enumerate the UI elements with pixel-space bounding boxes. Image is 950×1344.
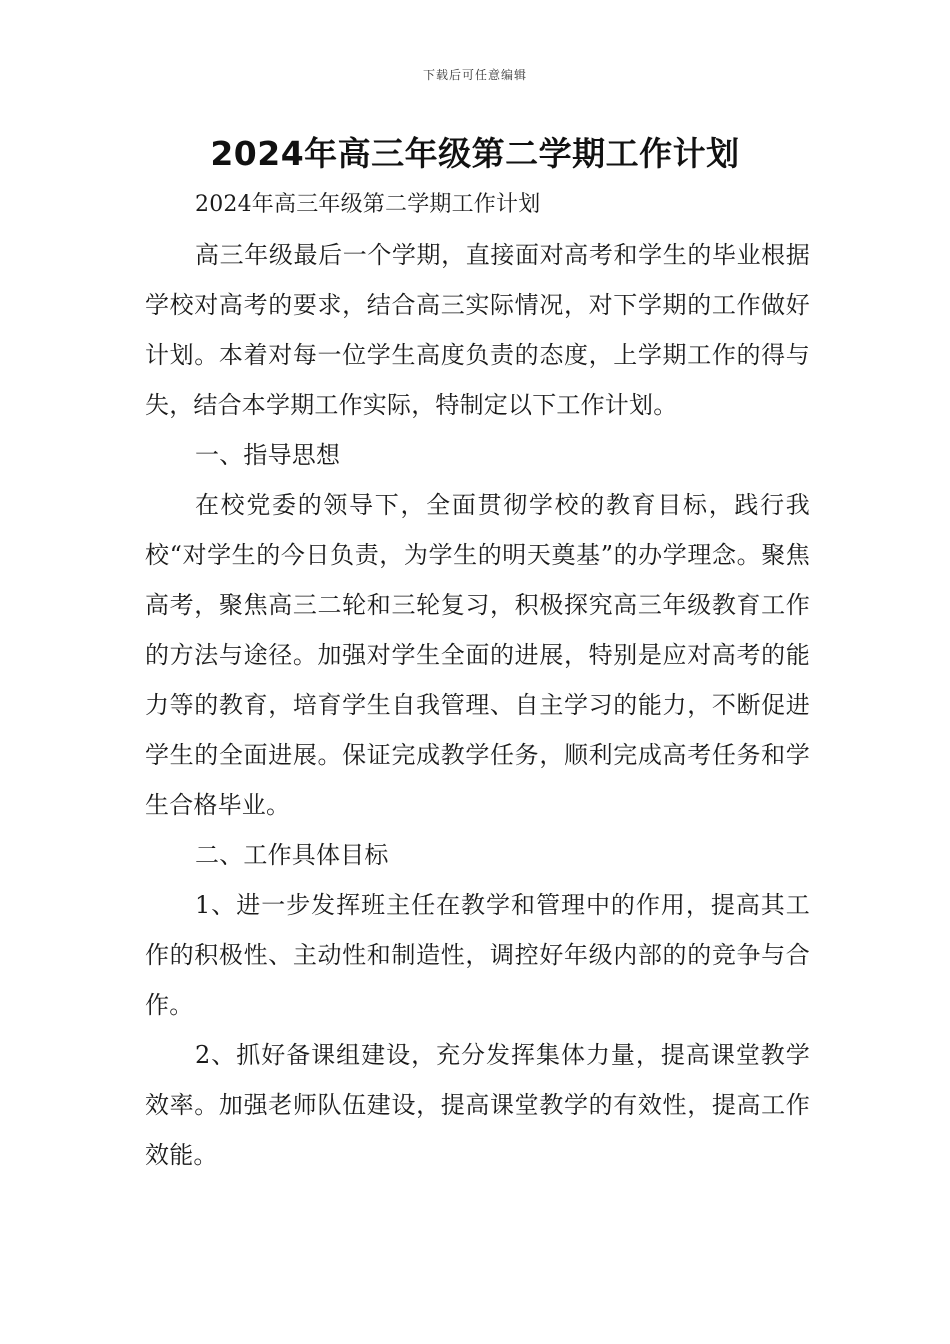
section-heading-guiding-thought: 一、指导思想 bbox=[195, 441, 341, 469]
document-title: 2024年高三年级第二学期工作计划 bbox=[210, 134, 740, 173]
header-note: 下载后可任意编辑 bbox=[422, 68, 527, 82]
subtitle-paragraph: 2024年高三年级第二学期工作计划 bbox=[195, 192, 541, 217]
document-body bbox=[145, 180, 810, 1180]
goal-item-2: 2、抓好备课组建设，充分发挥集体力量，提高课堂教学效率。加强老师队伍建设，提高课堂教学的有效性，提高工作效能。 bbox=[145, 1041, 810, 1169]
section-heading-specific-goals: 二、工作具体目标 bbox=[195, 841, 389, 869]
intro-paragraph: 高三年级最后一个学期，直接面对高考和学生的毕业根据学校对高考的要求，结合高三实际情况，对下学期的工作做好计划。本着对每一位学生高度负责的态度，上学期工作的得与失，结合本学期工作实际，特制定以下工作计划。 bbox=[145, 241, 810, 419]
guiding-thought-paragraph: 在校党委的领导下，全面贯彻学校的教育目标，践行我校“对学生的今日负责，为学生的明天奠基”的办学理念。聚焦高考，聚焦高三二轮和三轮复习，积极探究高三年级教育工作的方法与途径。加强对学生全面的进展，特别是应对高考的能力等的教育，培育学生自我管理、自主学习的能力，不断促进学生的全面进展。保证完成教学任务，顺利完成高考任务和学生合格毕业。 bbox=[145, 491, 810, 819]
goal-item-1: 1、进一步发挥班主任在教学和管理中的作用，提高其工作的积极性、主动性和制造性，调控好年级内部的的竞争与合作。 bbox=[145, 891, 810, 1019]
